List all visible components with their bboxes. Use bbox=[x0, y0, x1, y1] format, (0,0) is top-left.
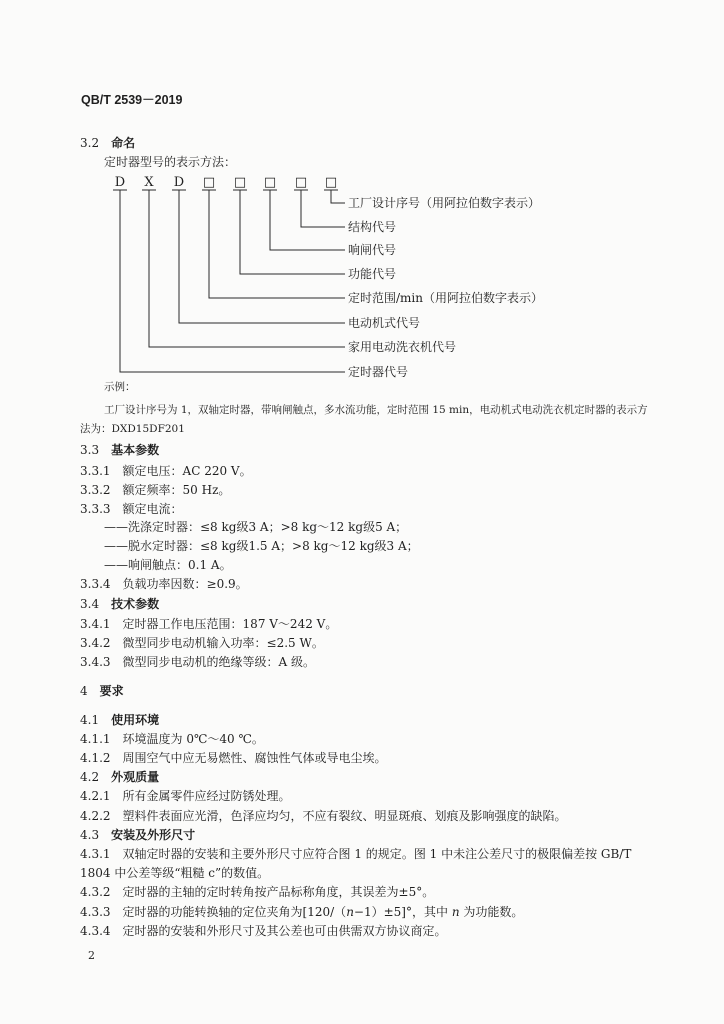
clause-number: 4 bbox=[80, 684, 88, 698]
clause-text: 定时器的功能转换轴的定位夹角为[120/（ bbox=[122, 905, 347, 919]
clause-4-2-1 bbox=[80, 788, 291, 804]
clause-4-3-4 bbox=[80, 923, 447, 939]
leader-line bbox=[331, 190, 345, 203]
clause-number: 4.1.2 bbox=[80, 751, 111, 765]
example-text: 工厂设计序号为 1，双轴定时器，带响闸触点，多水流功能，定时范围 15 min，电动机式电动洗衣机定时器的表示方法为：DXD15DF201 bbox=[80, 404, 648, 435]
clause-3-3-heading bbox=[80, 442, 159, 458]
document-code-header: QB/T 2539－2019 bbox=[81, 93, 183, 107]
clause-4-heading bbox=[80, 683, 124, 699]
clause-number: 3.4.2 bbox=[80, 636, 111, 650]
function-count-variable: n bbox=[451, 905, 460, 919]
clause-4-3-1 bbox=[80, 845, 655, 883]
clause-number: 3.3.4 bbox=[80, 577, 111, 591]
clause-3-2-heading bbox=[80, 135, 135, 151]
clause-3-3-1 bbox=[80, 463, 252, 479]
designation-symbol: □ bbox=[202, 175, 216, 190]
clause-text: 环境温度为 0℃～40 ℃。 bbox=[122, 732, 264, 746]
designation-label: 响闸代号 bbox=[348, 243, 397, 257]
clause-number: 4.3 bbox=[80, 828, 100, 842]
clause-4-2-2 bbox=[80, 808, 567, 824]
clause-number: 3.3.1 bbox=[80, 464, 111, 478]
rated-current-item: ——脱水定时器：≤8 kg级1.5 A；>8 kg～12 kg级3 A； bbox=[104, 539, 419, 553]
designation-symbol: □ bbox=[233, 175, 247, 190]
leader-line bbox=[120, 190, 345, 372]
clause-title: 技术参数 bbox=[111, 597, 160, 611]
clause-number: 3.2 bbox=[80, 136, 100, 150]
clause-3-4-3 bbox=[80, 654, 315, 670]
leader-line bbox=[270, 190, 345, 250]
designation-symbol: □ bbox=[324, 175, 338, 190]
clause-number: 4.1.1 bbox=[80, 732, 111, 746]
clause-text: 定时器工作电压范围：187 V～242 V。 bbox=[122, 617, 338, 631]
clause-text: 微型同步电动机输入功率：≤2.5 W。 bbox=[122, 636, 324, 650]
designation-symbol: □ bbox=[263, 175, 277, 190]
clause-4-1-2 bbox=[80, 750, 387, 766]
clause-number: 4.2.1 bbox=[80, 789, 111, 803]
clause-4-3-heading bbox=[80, 827, 195, 843]
rated-current-item: ——洗涤定时器：≤8 kg级3 A；>8 kg～12 kg级5 A； bbox=[104, 520, 408, 534]
designation-label: 工厂设计序号（用阿拉伯数字表示） bbox=[348, 196, 541, 210]
clause-text: 周围空气中应无易燃性、腐蚀性气体或导电尘埃。 bbox=[122, 751, 387, 765]
leader-line bbox=[149, 190, 345, 347]
rated-current-item: ——响闸触点：0.1 A。 bbox=[104, 558, 232, 572]
clause-text: 负载功率因数：≥0.9。 bbox=[122, 577, 248, 591]
leader-line bbox=[209, 190, 345, 298]
designation-label: 家用电动洗衣机代号 bbox=[348, 340, 457, 354]
page-number: 2 bbox=[88, 949, 95, 962]
function-count-variable: n bbox=[346, 905, 354, 919]
clause-3-3-3 bbox=[80, 501, 183, 517]
clause-3-4-1 bbox=[80, 616, 337, 632]
clause-text: 微型同步电动机的绝缘等级：A 级。 bbox=[122, 655, 316, 669]
clause-title: 使用环境 bbox=[111, 713, 160, 727]
designation-symbol: □ bbox=[294, 175, 308, 190]
designation-symbol: D bbox=[173, 175, 185, 190]
clause-4-3-3 bbox=[80, 904, 523, 920]
clause-number: 4.1 bbox=[80, 713, 100, 727]
clause-4-1-heading bbox=[80, 712, 159, 728]
example-label: 示例： bbox=[104, 381, 136, 393]
designation-intro: 定时器型号的表示方法： bbox=[104, 155, 237, 169]
designation-label: 结构代号 bbox=[348, 220, 397, 234]
clause-title: 外观质量 bbox=[111, 770, 160, 784]
designation-label: 定时范围/min（用阿拉伯数字表示） bbox=[348, 291, 543, 305]
clause-number: 3.3.3 bbox=[80, 502, 111, 516]
clause-number: 3.3 bbox=[80, 443, 100, 457]
clause-number: 4.2.2 bbox=[80, 809, 111, 823]
clause-text: 额定电压：AC 220 V。 bbox=[122, 464, 252, 478]
leader-lines bbox=[113, 190, 345, 372]
clause-text: 为功能数。 bbox=[459, 905, 524, 919]
clause-number: 3.4.1 bbox=[80, 617, 111, 631]
clause-number: 3.4.3 bbox=[80, 655, 111, 669]
clause-number: 4.3.3 bbox=[80, 905, 111, 919]
clause-text: 定时器的安装和外形尺寸及其公差也可由供需双方协议商定。 bbox=[122, 924, 447, 938]
leader-line bbox=[179, 190, 345, 323]
clause-number: 4.2 bbox=[80, 770, 100, 784]
clause-number: 3.4 bbox=[80, 597, 100, 611]
designation-symbol: D bbox=[114, 175, 126, 190]
clause-title: 安装及外形尺寸 bbox=[111, 828, 196, 842]
clause-3-3-2 bbox=[80, 482, 230, 498]
clause-3-3-4 bbox=[80, 576, 248, 592]
clause-text: 双轴定时器的安装和主要外形尺寸应符合图 1 的规定。图 1 中未注公差尺寸的极限偏差按 GB/T 1804 中公差等级“粗糙 c”的数值。 bbox=[80, 847, 632, 880]
clause-text: 塑料件表面应光滑，色泽应均匀，不应有裂纹、明显斑痕、划痕及影响强度的缺陷。 bbox=[122, 809, 567, 823]
clause-text: 所有金属零件应经过防锈处理。 bbox=[122, 789, 291, 803]
leader-line bbox=[301, 190, 345, 227]
clause-number: 4.3.1 bbox=[80, 847, 111, 861]
clause-number: 4.3.2 bbox=[80, 885, 111, 899]
clause-4-3-2 bbox=[80, 884, 434, 900]
clause-3-4-heading bbox=[80, 596, 159, 612]
clause-text: 额定电流： bbox=[122, 502, 183, 516]
clause-text: 定时器的主轴的定时转角按产品标称角度，其误差为±5°。 bbox=[122, 885, 435, 899]
clause-title: 基本参数 bbox=[111, 443, 160, 457]
clause-title: 命名 bbox=[111, 136, 136, 150]
designation-diagram bbox=[0, 0, 724, 400]
clause-4-1-1 bbox=[80, 731, 264, 747]
clause-4-2-heading bbox=[80, 769, 159, 785]
clause-number: 3.3.2 bbox=[80, 483, 111, 497]
designation-symbol: X bbox=[144, 175, 154, 190]
clause-title: 要求 bbox=[99, 684, 124, 698]
clause-3-4-2 bbox=[80, 635, 324, 651]
designation-label: 定时器代号 bbox=[348, 365, 409, 379]
clause-number: 4.3.4 bbox=[80, 924, 111, 938]
designation-label: 电动机式代号 bbox=[348, 316, 421, 330]
designation-label: 功能代号 bbox=[348, 267, 397, 281]
clause-text: 额定频率：50 Hz。 bbox=[122, 483, 231, 497]
clause-text: −1）±5]°，其中 bbox=[353, 905, 452, 919]
leader-line bbox=[240, 190, 345, 274]
